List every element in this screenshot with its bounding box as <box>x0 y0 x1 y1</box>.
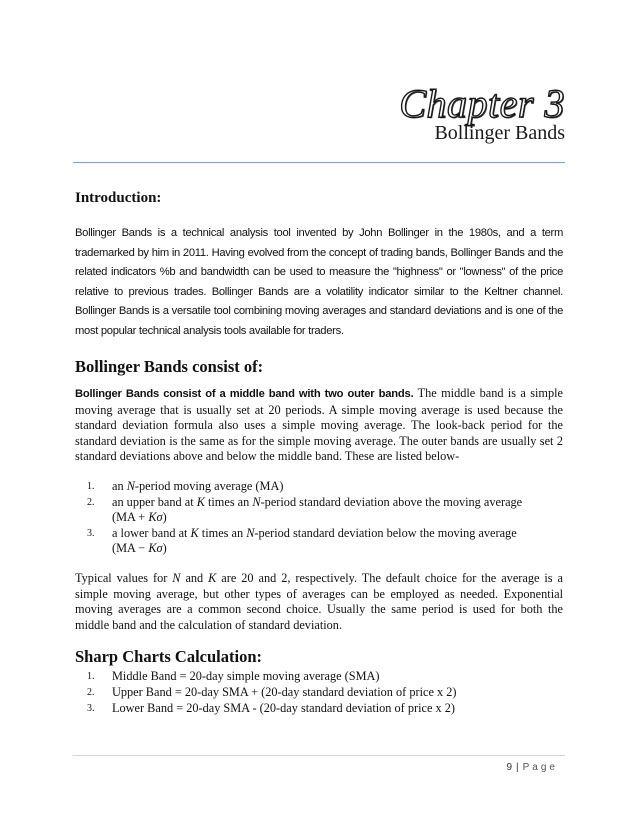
list-text: -period moving average (MA) <box>134 478 284 493</box>
list-text: a lower band at <box>112 525 191 540</box>
list-text: Middle Band = 20-day simple moving average (SMA) <box>112 669 380 684</box>
formula-text: ) <box>162 541 167 556</box>
list-text: times an <box>198 525 247 540</box>
introduction-paragraph: Bollinger Bands is a technical analysis tool invented by John Bollinger in the 1980s, and a term trademarked by him in 2011. Having evolved from the concept of trading bands, Bollinger Bands and the related indicators %b and bandwidth can be used to measure the "highness" or "lowness" of the price relative to previous trades. Bollinger Bands are a volatility indicator similar to the Keltner channel. Bollinger Bands is a versatile tool combining moving averages and standard deviations and is one of the most popular technical analysis tools available for traders. <box>75 227 563 337</box>
variable-n: N <box>172 570 181 585</box>
variable-k: K <box>196 494 205 509</box>
list-text: Lower Band = 20-day SMA - (20-day standard deviation of price x 2) <box>112 700 455 715</box>
list-item <box>75 669 563 685</box>
consist-paragraph <box>75 386 563 465</box>
variable-n: N <box>126 478 135 493</box>
list-number: 2. <box>87 496 95 508</box>
list-text: an <box>112 478 127 493</box>
list-text: -period standard deviation below the moving average <box>254 525 517 540</box>
list-text: Upper Band = 20-day SMA + (20-day standard deviation of price x 2) <box>112 684 457 699</box>
consist-lead-text: The middle band is a simple moving average that is usually set at 20 periods. A simple moving average is used because the standard deviation formula also uses a simple moving average. The look-back period for the standard deviation is the same as for the simple moving average. The outer bands are usually set 2 standard deviations above and below the middle band. These are listed below- <box>75 386 563 464</box>
introduction-heading: Introduction: <box>75 190 162 206</box>
list-number: 1. <box>87 480 95 492</box>
lower-band-formula <box>112 541 563 557</box>
page-number: 9 <box>506 762 513 773</box>
upper-band-formula <box>112 510 563 526</box>
list-item <box>75 479 563 495</box>
page-footer <box>506 762 558 773</box>
paragraph-text: Typical values for <box>75 570 173 585</box>
variable-n: N <box>252 494 261 509</box>
list-number: 3. <box>87 702 95 714</box>
list-item <box>75 685 563 701</box>
list-item <box>75 495 563 526</box>
list-number: 1. <box>87 671 95 683</box>
paragraph-text: and <box>180 570 209 585</box>
variable-n: N <box>246 525 255 540</box>
header-divider <box>73 162 565 163</box>
list-item <box>75 526 563 557</box>
list-text: -period standard deviation above the moving average <box>260 494 523 509</box>
page-body <box>75 190 563 716</box>
chapter-subtitle: Bollinger Bands <box>434 122 565 144</box>
chapter-title: Chapter 3 <box>399 81 565 126</box>
list-text: times an <box>204 494 253 509</box>
variable-k: K <box>208 570 217 585</box>
consist-lead-bold: Bollinger Bands consist of a middle band with two outer bands. <box>75 388 414 400</box>
formula-text: ) <box>162 510 167 525</box>
list-number: 2. <box>87 686 95 698</box>
formula-variable: Kσ <box>148 510 163 525</box>
footer-divider <box>73 755 565 756</box>
page-label: Page <box>522 762 558 773</box>
list-number: 3. <box>87 527 95 539</box>
formula-text: (MA + <box>112 510 149 525</box>
variable-k: K <box>190 525 199 540</box>
list-text: an upper band at <box>112 494 197 509</box>
consist-heading: Bollinger Bands consist of: <box>75 357 264 376</box>
paragraph-text: are 20 and 2, respectively. The default choice for the average is a simple moving average, but other types of averages can be employed as needed. Exponential moving averages are a common second choice. Usually the same period is used for both the middle band and the calculation of standard deviation. <box>75 570 563 632</box>
formula-variable: Kσ <box>148 541 163 556</box>
sharp-charts-list <box>75 669 563 716</box>
list-item <box>75 701 563 717</box>
bands-list <box>75 479 563 557</box>
sharp-charts-heading: Sharp Charts Calculation: <box>75 647 263 667</box>
formula-text: (MA − <box>112 541 149 556</box>
typical-values-paragraph <box>75 571 563 633</box>
footer-separator: | <box>516 762 519 773</box>
